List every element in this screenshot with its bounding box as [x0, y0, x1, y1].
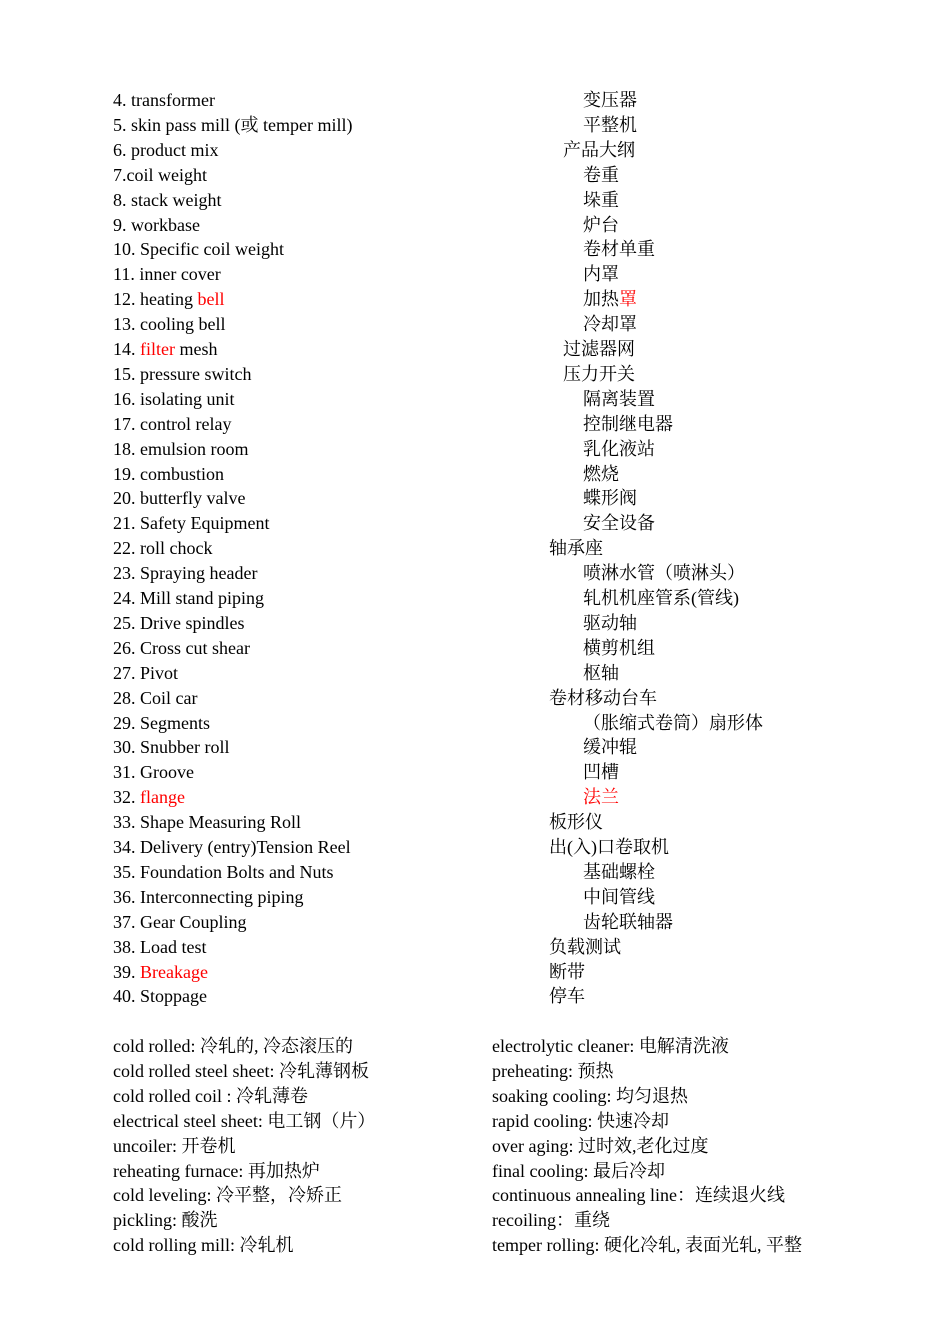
glossary-term-chinese — [583, 238, 655, 260]
glossary-term-chinese — [583, 736, 637, 758]
text-segment: 过滤器网 — [563, 339, 635, 359]
text-segment: 15. pressure switch — [113, 363, 252, 384]
glossary-term-english — [113, 463, 224, 485]
definition-right: preheating: 预热 — [492, 1060, 614, 1081]
definition-left: cold rolling mill: 冷轧机 — [113, 1235, 294, 1256]
glossary-term-english — [113, 114, 352, 136]
definition-right: final cooling: 最后冷却 — [492, 1160, 665, 1181]
text-segment: 乳化液站 — [583, 438, 655, 459]
text-segment: 压力开关 — [563, 363, 635, 384]
text-segment: 39. — [113, 961, 140, 982]
glossary-term-chinese — [583, 313, 637, 335]
text-segment: （胀缩式卷筒）扇形体 — [583, 712, 763, 733]
definition-right: soaking cooling: 均匀退热 — [492, 1085, 688, 1106]
text-segment: 26. Cross cut shear — [113, 637, 250, 658]
text-segment: 23. Spraying header — [113, 563, 258, 584]
definition-left: cold leveling: 冷平整，冷矫正 — [113, 1185, 342, 1206]
highlighted-text: flange — [140, 787, 185, 808]
definition-right: over aging: 过时效,老化过度 — [492, 1135, 709, 1156]
glossary-term-chinese — [583, 562, 745, 584]
glossary-term-english — [113, 786, 185, 808]
glossary-term-chinese — [583, 164, 619, 186]
text-segment: 轴承座 — [549, 538, 603, 559]
text-segment: 32. — [113, 787, 140, 808]
glossary-term-english — [113, 836, 351, 858]
glossary-term-chinese — [549, 985, 585, 1007]
definition-left: pickling: 酸洗 — [113, 1210, 218, 1231]
text-segment: 6. product mix — [113, 139, 219, 160]
highlighted-text: Breakage — [140, 961, 208, 982]
glossary-term-chinese — [583, 388, 655, 410]
definition-left: cold rolled: 冷轧的, 冷态滚压的 — [113, 1036, 353, 1056]
glossary-term-english — [113, 562, 257, 584]
glossary-term-chinese — [583, 89, 637, 111]
glossary-term-english — [113, 687, 197, 709]
glossary-term-chinese — [583, 413, 673, 435]
text-segment: 枢轴 — [583, 662, 619, 683]
glossary-term-chinese — [583, 911, 673, 933]
text-segment: 27. Pivot — [113, 662, 179, 683]
glossary-term-english — [113, 985, 207, 1007]
text-segment: 28. Coil car — [113, 687, 198, 708]
glossary-term-english — [113, 413, 231, 435]
glossary-term-chinese — [549, 687, 657, 709]
definition-right: recoiling：重绕 — [492, 1210, 610, 1231]
text-segment: 31. Groove — [113, 762, 194, 783]
definition-left: cold rolled steel sheet: 冷轧薄钢板 — [113, 1060, 369, 1081]
text-segment: 13. cooling bell — [113, 314, 226, 335]
glossary-term-english — [113, 388, 235, 410]
text-segment: 14. — [113, 339, 140, 359]
glossary-term-chinese — [583, 189, 619, 211]
text-segment: 蝶形阀 — [583, 488, 637, 509]
text-segment: mesh — [174, 339, 218, 359]
glossary-term-english — [113, 961, 208, 983]
text-segment: 凹槽 — [583, 762, 619, 783]
text-segment: 燃烧 — [583, 463, 619, 484]
definition-right: rapid cooling: 快速冷却 — [492, 1110, 669, 1131]
glossary-term-chinese — [583, 487, 637, 509]
text-segment: 16. isolating unit — [113, 388, 235, 409]
definition-right: temper rolling: 硬化冷轧, 表面光轧, 平整 — [492, 1235, 802, 1256]
glossary-term-english — [113, 189, 221, 211]
text-segment: 20. butterfly valve — [113, 488, 246, 509]
glossary-term-english — [113, 139, 219, 161]
text-segment: 19. combustion — [113, 463, 224, 484]
highlighted-text: 法兰 — [583, 787, 619, 808]
definition-left: cold rolled coil : 冷轧薄卷 — [113, 1085, 308, 1106]
text-segment: 10. Specific coil weight — [113, 239, 284, 260]
text-segment: 变压器 — [583, 90, 637, 110]
glossary-term-chinese — [583, 662, 619, 684]
text-segment: 断带 — [549, 961, 585, 982]
glossary-term-chinese — [583, 512, 655, 534]
glossary-term-chinese — [563, 363, 635, 385]
definition-left: uncoiler: 开卷机 — [113, 1135, 236, 1156]
glossary-term-chinese — [583, 263, 619, 285]
text-segment: 卷材移动台车 — [549, 687, 657, 708]
highlighted-text: filter — [140, 339, 175, 359]
glossary-term-chinese — [583, 761, 619, 783]
text-segment: 内罩 — [583, 264, 619, 285]
text-segment: 喷淋水管（喷淋头） — [583, 563, 745, 584]
text-segment: 控制继电器 — [583, 413, 673, 434]
glossary-term-chinese — [583, 637, 655, 659]
glossary-term-english — [113, 438, 249, 460]
glossary-term-english — [113, 936, 206, 958]
definition-right: electrolytic cleaner: 电解清洗液 — [492, 1036, 729, 1056]
glossary-term-chinese — [583, 587, 739, 609]
glossary-term-english — [113, 736, 230, 758]
glossary-term-english — [113, 761, 194, 783]
text-segment: 11. inner cover — [113, 264, 221, 285]
text-segment: 加热 — [583, 289, 619, 310]
text-segment: 横剪机组 — [583, 637, 655, 658]
glossary-term-chinese — [583, 438, 655, 460]
glossary-term-chinese — [549, 961, 585, 983]
text-segment: 负载测试 — [549, 936, 621, 957]
text-segment: 基础螺栓 — [583, 861, 655, 882]
definition-left: reheating furnace: 再加热炉 — [113, 1160, 320, 1181]
text-segment: 12. heating — [113, 289, 198, 310]
text-segment: 22. roll chock — [113, 538, 213, 559]
highlighted-text: 罩 — [619, 289, 637, 310]
text-segment: 卷材单重 — [583, 239, 655, 260]
text-segment: 17. control relay — [113, 413, 232, 434]
glossary-term-chinese — [583, 288, 637, 310]
text-segment: 34. Delivery (entry)Tension Reel — [113, 837, 351, 857]
glossary-term-chinese — [583, 861, 655, 883]
glossary-term-english — [113, 537, 212, 559]
text-segment: 驱动轴 — [583, 612, 637, 633]
glossary-term-english — [113, 886, 303, 908]
glossary-term-english — [113, 861, 334, 883]
text-segment: 停车 — [549, 986, 585, 1007]
text-segment: 21. Safety Equipment — [113, 513, 270, 534]
definition-left: electrical steel sheet: 电工钢（片） — [113, 1110, 376, 1131]
glossary-term-english — [113, 811, 301, 833]
text-segment: 7.coil weight — [113, 164, 207, 185]
glossary-term-chinese — [549, 537, 603, 559]
glossary-term-english — [113, 911, 246, 933]
glossary-term-english — [113, 662, 178, 684]
text-segment: 齿轮联轴器 — [583, 911, 673, 932]
glossary-term-english — [113, 712, 210, 734]
glossary-term-english — [113, 164, 207, 186]
glossary-term-chinese — [583, 712, 763, 734]
text-segment: 中间管线 — [583, 886, 655, 907]
text-segment: 29. Segments — [113, 712, 210, 733]
text-segment: 安全设备 — [583, 513, 655, 534]
glossary-term-chinese — [583, 786, 619, 808]
text-segment: 37. Gear Coupling — [113, 911, 247, 932]
glossary-term-english — [113, 612, 244, 634]
text-segment: 25. Drive spindles — [113, 612, 245, 633]
text-segment: 缓冲辊 — [583, 737, 637, 758]
text-segment: 35. Foundation Bolts and Nuts — [113, 861, 334, 882]
text-segment: 隔离装置 — [583, 388, 655, 409]
glossary-term-chinese — [549, 936, 621, 958]
highlighted-text: bell — [197, 289, 225, 310]
text-segment: 产品大纲 — [563, 139, 635, 160]
text-segment: 33. Shape Measuring Roll — [113, 812, 301, 833]
text-segment: 轧机机座管系(管线) — [583, 588, 739, 608]
text-segment: 垛重 — [583, 189, 619, 210]
glossary-term-english — [113, 288, 224, 310]
glossary-term-chinese — [583, 114, 637, 136]
text-segment: 38. Load test — [113, 936, 207, 957]
glossary-term-chinese — [583, 214, 619, 236]
text-segment: 炉台 — [583, 214, 619, 235]
glossary-term-chinese — [549, 811, 603, 833]
glossary-term-chinese — [563, 338, 635, 360]
glossary-term-english — [113, 363, 251, 385]
glossary-term-english — [113, 214, 200, 236]
definition-right: continuous annealing line：连续退火线 — [492, 1185, 785, 1206]
text-segment: 9. workbase — [113, 214, 200, 235]
glossary-term-english — [113, 637, 250, 659]
glossary-term-english — [113, 487, 245, 509]
glossary-term-english — [113, 89, 215, 111]
text-segment: 30. Snubber roll — [113, 737, 230, 758]
text-segment: 卷重 — [583, 164, 619, 185]
text-segment: 平整机 — [583, 114, 637, 135]
glossary-term-chinese — [583, 612, 637, 634]
text-segment: 24. Mill stand piping — [113, 588, 265, 608]
text-segment: 40. Stoppage — [113, 986, 207, 1007]
glossary-term-chinese — [563, 139, 635, 161]
text-segment: 18. emulsion room — [113, 438, 249, 459]
text-segment: 4. transformer — [113, 90, 215, 110]
text-segment: 8. stack weight — [113, 189, 222, 210]
glossary-term-english — [113, 263, 221, 285]
glossary-term-english — [113, 313, 225, 335]
text-segment: 36. Interconnecting piping — [113, 886, 304, 907]
glossary-term-english — [113, 587, 264, 609]
glossary-term-english — [113, 238, 284, 260]
glossary-term-chinese — [549, 836, 669, 858]
glossary-term-chinese — [583, 463, 619, 485]
text-segment: 5. skin pass mill (或 temper mill) — [113, 114, 353, 135]
text-segment: 出(入)口卷取机 — [549, 837, 669, 857]
glossary-term-english — [113, 338, 217, 360]
glossary-term-english — [113, 512, 269, 534]
text-segment: 冷却罩 — [583, 314, 637, 335]
text-segment: 板形仪 — [549, 812, 603, 833]
glossary-term-chinese — [583, 886, 655, 908]
